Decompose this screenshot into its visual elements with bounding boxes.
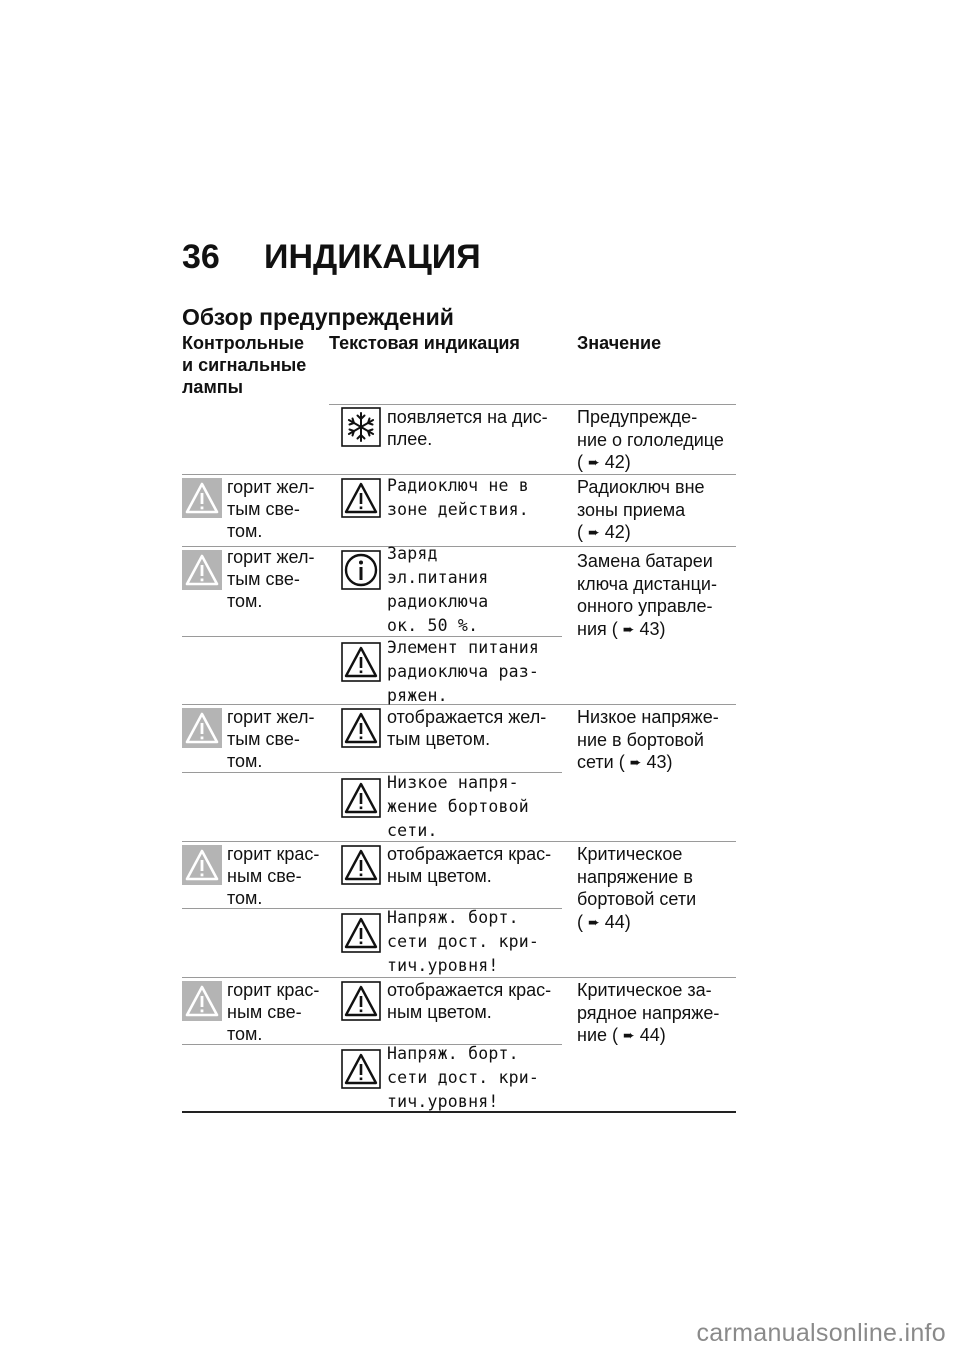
warning-triangle-icon <box>341 642 381 682</box>
warning-triangle-gray-icon <box>182 845 222 885</box>
page-number: 36 <box>182 238 220 276</box>
snowflake-icon <box>341 407 381 447</box>
reference-arrow-icon: ➨ <box>588 524 600 540</box>
warning-triangle-icon <box>341 778 381 818</box>
warning-triangle-gray-icon <box>182 981 222 1021</box>
display-text-key-range: Радиоключ не в зоне действия. <box>387 476 529 519</box>
watermark: carmanualsonline.info <box>696 1319 946 1347</box>
page-header <box>182 238 481 277</box>
page-reference-link[interactable]: 44) <box>639 1025 666 1045</box>
meaning-key-range: Радиоключ вне зоны приема ( ➨ 42) <box>577 477 705 542</box>
warning-triangle-icon <box>341 913 381 953</box>
display-text-low-voltage: отображается жел- тым цветом. <box>387 707 547 749</box>
page-reference-link[interactable]: 42) <box>604 522 631 542</box>
reference-arrow-icon: ➨ <box>629 754 642 770</box>
lamp-description: горит жел- тым све- том. <box>227 477 315 541</box>
display-text-ice: появляется на дис- плее. <box>387 407 548 449</box>
meaning-low-voltage: Низкое напряже- ние в бортовой сети ( ➨ 43) <box>577 707 719 772</box>
meaning-critical-voltage: Критическое напряжение в бортовой сети ( ➨ 44) <box>577 844 697 932</box>
display-text-critical-charging: отображается крас- ным цветом. <box>387 980 552 1022</box>
row-divider <box>329 404 736 405</box>
warning-triangle-icon <box>341 708 381 748</box>
lamp-description: горит крас- ным све- том. <box>227 844 320 908</box>
lamp-description: горит жел- тым све- том. <box>227 547 315 611</box>
meaning-ice: Предупрежде- ние о гололедице ( ➨ 42) <box>577 407 724 472</box>
display-text-critical-charging-mono: Напряж. борт. сети дост. кри- тич.уровня! <box>387 1044 540 1111</box>
section-title: Обзор предупреждений <box>182 304 454 330</box>
column-header-text-display: Текстовая индикация <box>329 333 520 353</box>
warning-triangle-icon <box>341 1049 381 1089</box>
info-icon <box>341 550 381 590</box>
warning-triangle-gray-icon <box>182 478 222 518</box>
warning-triangle-icon <box>341 981 381 1021</box>
warning-triangle-icon <box>341 478 381 518</box>
page-reference-link[interactable]: 44) <box>604 911 631 932</box>
column-header-lamps: Контрольные и сигнальные лампы <box>182 333 307 397</box>
meaning-critical-charging: Критическое за- рядное напряже- ние ( ➨ 44) <box>577 980 720 1045</box>
page-reference-link[interactable]: 43) <box>639 618 666 639</box>
display-text-critical-voltage-mono: Напряж. борт. сети дост. кри- тич.уровня! <box>387 908 540 975</box>
lamp-description: горит крас- ным све- том. <box>227 980 320 1044</box>
chapter-title: ИНДИКАЦИЯ <box>264 238 481 276</box>
page-reference-link[interactable]: 43) <box>646 752 673 772</box>
display-text-key-battery-empty: Элемент питания радиоключа раз- ряжен. <box>387 638 540 705</box>
display-text-low-voltage-mono: Низкое напря- жение бортовой сети. <box>387 773 529 840</box>
reference-arrow-icon: ➨ <box>623 1027 635 1043</box>
display-text-critical-voltage: отображается крас- ным цветом. <box>387 844 552 886</box>
column-header-meaning: Значение <box>577 333 662 353</box>
warning-triangle-gray-icon <box>182 708 222 748</box>
reference-arrow-icon: ➨ <box>588 913 600 930</box>
reference-arrow-icon: ➨ <box>588 454 600 470</box>
meaning-key-battery: Замена батареи ключа дистанци- онного управле- ния ( ➨ 43) <box>577 551 717 639</box>
warning-triangle-gray-icon <box>182 550 222 590</box>
reference-arrow-icon: ➨ <box>622 620 635 637</box>
warning-triangle-icon <box>341 845 381 885</box>
lamp-description: горит жел- тым све- том. <box>227 707 315 771</box>
display-text-key-battery: Заряд эл.питания радиоключа ок. 50 %. <box>387 544 489 635</box>
page-reference-link[interactable]: 42) <box>604 452 631 472</box>
